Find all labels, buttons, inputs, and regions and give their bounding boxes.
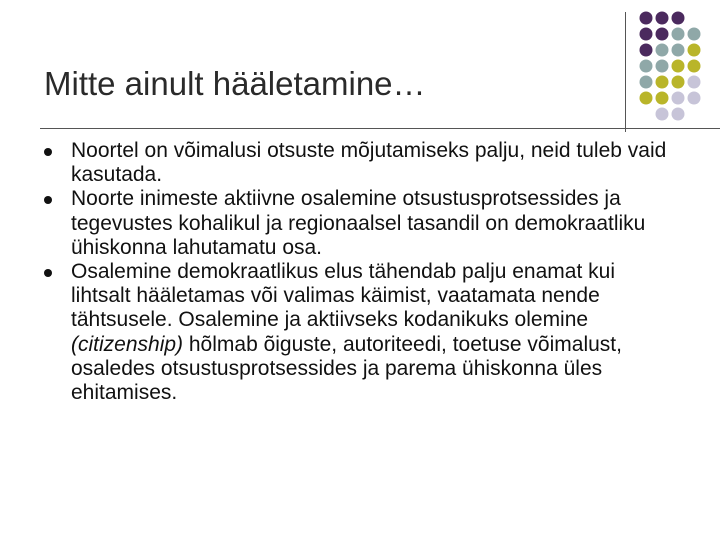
decorative-dot — [640, 60, 653, 73]
decorative-dot — [656, 28, 669, 41]
decorative-dot — [672, 108, 685, 121]
bullet-item — [44, 139, 674, 187]
decorative-dot — [640, 12, 653, 25]
decorative-dot — [688, 28, 701, 41]
decorative-dot — [672, 28, 685, 41]
bullet-item — [44, 187, 674, 260]
decorative-dot — [640, 76, 653, 89]
bullet-dot-icon — [44, 196, 52, 204]
decorative-dot — [640, 44, 653, 57]
decorative-dot — [656, 76, 669, 89]
decorative-dot — [688, 44, 701, 57]
decorative-dot — [656, 60, 669, 73]
bullet-text-end: hõlmab õiguste, autoriteedi, toetuse võimalust, osaledes otsustusprotsessides ja parema ühiskonna üles ehitamises. — [71, 332, 622, 405]
decorative-dot — [656, 44, 669, 57]
bullet-italic-term: (citizenship) — [71, 332, 184, 356]
slide-title: Mitte ainult hääletamine… — [44, 65, 426, 102]
decorative-dot — [672, 12, 685, 25]
bullet-item — [44, 260, 674, 405]
decorative-dot-grid — [638, 10, 720, 122]
bullet-text: Noortel on võimalusi otsuste mõjutamiseks palju, neid tuleb vaid kasutada. — [71, 139, 667, 187]
decorative-dot — [688, 60, 701, 73]
bullet-list — [44, 139, 674, 405]
decorative-dot — [640, 92, 653, 105]
decorative-dot — [672, 76, 685, 89]
decorative-dot — [656, 92, 669, 105]
title-underline — [40, 128, 720, 129]
decorative-dot — [640, 28, 653, 41]
bullet-dot-icon — [44, 148, 52, 156]
decorative-dot — [672, 44, 685, 57]
decorative-dot — [656, 12, 669, 25]
bullet-dot-icon — [44, 269, 52, 277]
decorative-dot — [688, 92, 701, 105]
vertical-divider — [625, 12, 626, 132]
decorative-dot — [688, 76, 701, 89]
bullet-text-start: Osalemine demokraatlikus elus tähendab palju enamat kui lihtsalt hääletamas või valimas käimist, vaatamata nende tähtsusele. Osalemine ja aktiivseks kodanikuks olemine — [71, 260, 615, 332]
decorative-dot — [672, 60, 685, 73]
decorative-dot — [672, 92, 685, 105]
decorative-dot — [656, 108, 669, 121]
bullet-text: Noorte inimeste aktiivne osalemine otsustusprotsessides ja tegevustes kohalikul ja regionaalsel tasandil on demokraatliku ühiskonna lahutamatu osa. — [71, 187, 646, 259]
